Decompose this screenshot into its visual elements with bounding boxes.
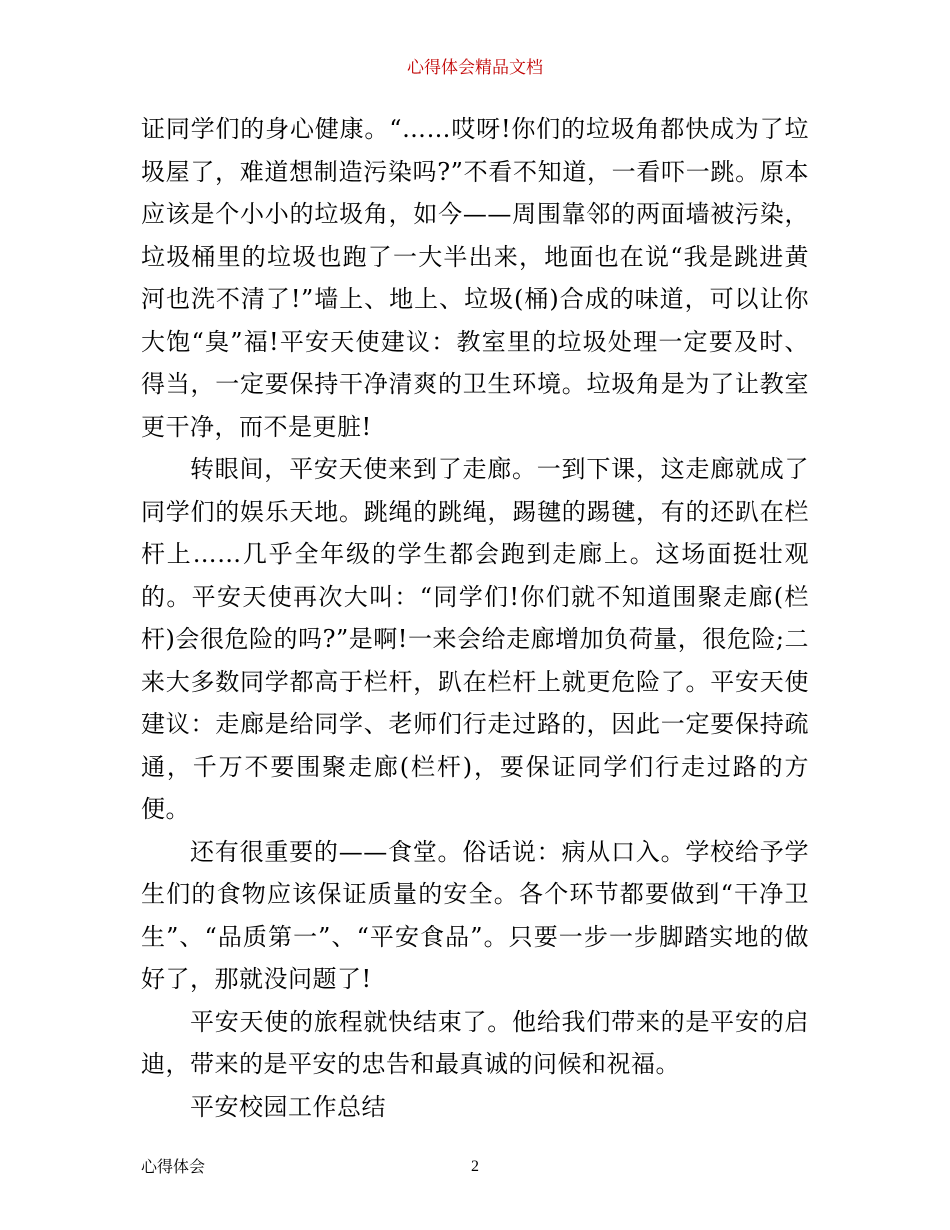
paragraph-trash-corner: 证同学们的身心健康。“……哎呀!你们的垃圾角都快成为了垃圾屋了，难道想制造污染吗?”不看不知道，一看吓一跳。原本应该是个小小的垃圾角，如今——周围靠邻的两面墙被污染，垃圾桶里的垃圾也跑了一大半出来，地面也在说“我是跳进黄河也洗不清了!”墙上、地上、垃圾(桶)合成的味道，可以让你大饱“臭”福!平安天使建议：教室里的垃圾处理一定要及时、得当，一定要保持干净清爽的卫生环境。垃圾角是为了让教室更干净，而不是更脏! — [141, 115, 809, 441]
paragraph-canteen: 还有很重要的——食堂。俗话说：病从口入。学校给予学生们的食物应该保证质量的安全。各个环节都要做到“干净卫生”、“品质第一”、“平安食品”。只要一步一步脚踏实地的做好了，那就没问题了! — [141, 837, 809, 993]
section-title: 平安校园工作总结 — [190, 1092, 386, 1121]
paragraph-conclusion: 平安天使的旅程就快结束了。他给我们带来的是平安的启迪，带来的是平安的忠告和最真诚的问候和祝福。 — [141, 1007, 809, 1078]
page-number: 2 — [471, 1158, 479, 1175]
page-header-title: 心得体会精品文档 — [407, 58, 543, 78]
footer-label: 心得体会 — [141, 1157, 206, 1176]
paragraph-corridor: 转眼间，平安天使来到了走廊。一到下课，这走廊就成了同学们的娱乐天地。跳绳的跳绳，踢毽的踢毽，有的还趴在栏杆上……几乎全年级的学生都会跑到走廊上。这场面挺壮观的。平安天使再次大叫：“同学们!你们就不知道围聚走廊(栏杆)会很危险的吗?”是啊!一来会给走廊增加负荷量，很危险;二来大多数同学都高于栏杆，趴在栏杆上就更危险了。平安天使建议：走廊是给同学、老师们行走过路的，因此一定要保持疏通，千万不要围聚走廊(栏杆)，要保证同学们行走过路的方便。 — [141, 455, 809, 823]
document-body — [141, 108, 809, 1128]
page-footer — [141, 1155, 809, 1179]
